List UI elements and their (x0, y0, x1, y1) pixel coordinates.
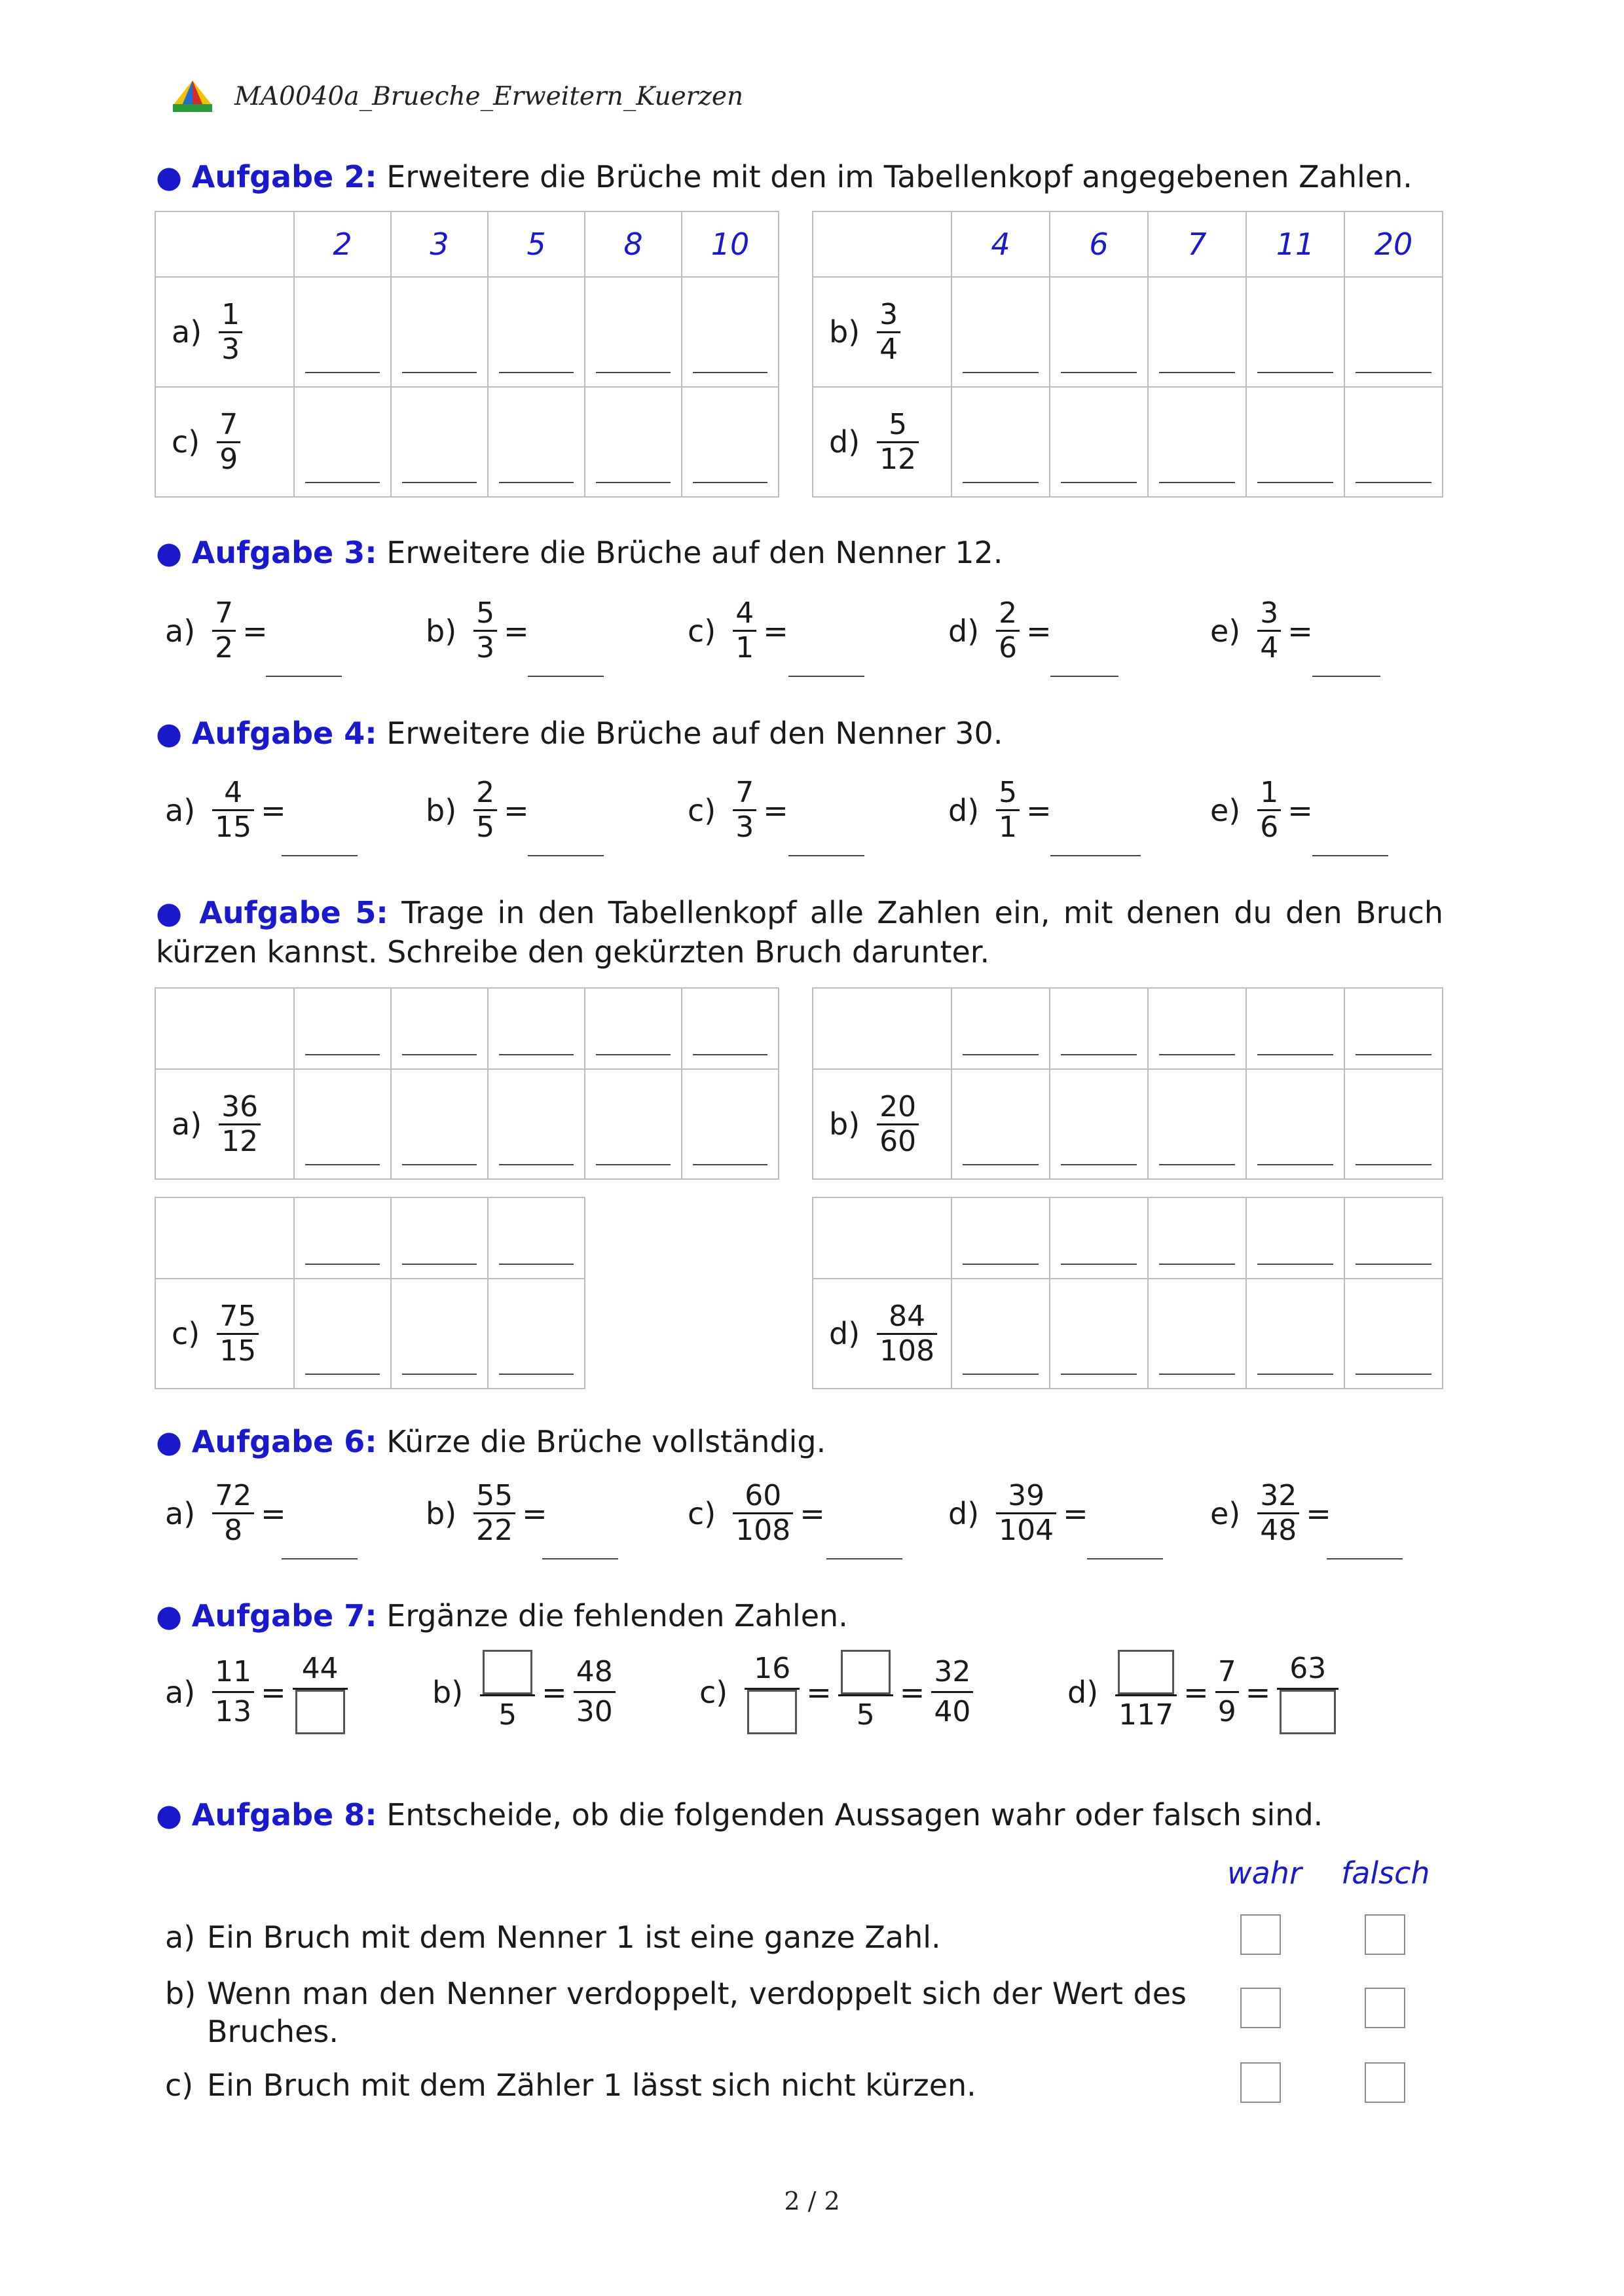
task7-c-input-numerator[interactable] (841, 1650, 891, 1694)
task6-item-a: a) $\frac{72}{8}$ = (165, 1479, 286, 1547)
task7-b-input-numerator[interactable] (483, 1650, 532, 1694)
task2-label: Aufgabe 2: (191, 159, 377, 194)
task2-table-right: 4 6 7 11 20 b) $\frac{3}{4}$ d) $\frac{5}{12}$ (812, 211, 1443, 498)
task5-table-a: a) $\frac{36}{12}$ (155, 987, 779, 1180)
task5-heading: ● Aufgabe 5: Trage in den Tabellenkopf alle Zahlen ein, mit denen du den Bruch kürzen kannst. Schreibe den gekürzten Bruch darunter. (156, 895, 1444, 970)
task7-d-input-numerator[interactable] (1118, 1650, 1174, 1694)
task6-answer-b[interactable] (542, 1558, 618, 1559)
task3-answer-e[interactable] (1312, 676, 1380, 677)
task4-item-c: c) $\frac{7}{3}$ = (688, 776, 788, 844)
task4-item-e: e) $\frac{1}{6}$ = (1210, 776, 1313, 844)
task4-answer-e[interactable] (1312, 855, 1388, 856)
task3-answer-a[interactable] (266, 676, 342, 677)
task6-answer-a[interactable] (282, 1558, 358, 1559)
task4-answer-c[interactable] (788, 855, 864, 856)
task4-answer-a[interactable] (282, 855, 358, 856)
task6-heading: ● Aufgabe 6: Kürze die Brüche vollständig. (156, 1424, 826, 1459)
task5-table-d: d) $\frac{84}{108}$ (812, 1197, 1443, 1389)
task2-heading: ● Aufgabe 2: Erweitere die Brüche mit den im Tabellenkopf angegebenen Zahlen. (156, 159, 1412, 194)
task3-item-d: d) $\frac{2}{6}$ = (948, 596, 1052, 665)
page-number: 2 / 2 (784, 2187, 840, 2215)
task2-instruction: Erweitere die Brüche mit den im Tabellenkopf angegebenen Zahlen. (386, 159, 1412, 194)
checkbox-a-wahr[interactable] (1240, 1914, 1281, 1955)
task3-heading: ● Aufgabe 3: Erweitere die Brüche auf den Nenner 12. (156, 535, 1003, 570)
task3-item-b: b) $\frac{5}{3}$ = (426, 596, 529, 665)
task3-answer-d[interactable] (1050, 676, 1118, 677)
task7-item-b: b) 5 = $\frac{48}{30}$ (432, 1650, 616, 1734)
task7-item-d: d) 117 = $\frac{7}{9}$ = 63 (1067, 1650, 1338, 1734)
statement-b: b) Wenn man den Nenner verdoppelt, verdoppelt sich der Wert des Bruches. (165, 1976, 1187, 2049)
task6-item-c: c) $\frac{60}{108}$ = (688, 1479, 825, 1547)
task3-answer-c[interactable] (788, 676, 864, 677)
task6-item-d: d) $\frac{39}{104}$ = (948, 1479, 1088, 1547)
task7-item-a: a) $\frac{11}{13}$ = 44 (165, 1650, 348, 1734)
task3-item-a: a) $\frac{7}{2}$ = (165, 596, 268, 665)
checkbox-a-falsch[interactable] (1365, 1914, 1405, 1955)
column-header-wahr: wahr (1227, 1855, 1302, 1891)
statement-c: c) Ein Bruch mit dem Zähler 1 lässt sich nicht kürzen. (165, 2068, 976, 2103)
task3-item-e: e) $\frac{3}{4}$ = (1210, 596, 1313, 665)
task4-heading: ● Aufgabe 4: Erweitere die Brüche auf den Nenner 30. (156, 716, 1003, 751)
task6-answer-e[interactable] (1327, 1558, 1403, 1559)
task6-answer-d[interactable] (1087, 1558, 1163, 1559)
statement-a: a) Ein Bruch mit dem Nenner 1 ist eine ganze Zahl. (165, 1920, 941, 1955)
checkbox-b-falsch[interactable] (1365, 1988, 1405, 2028)
checkbox-c-falsch[interactable] (1365, 2062, 1405, 2103)
task5-table-c: c) $\frac{75}{15}$ (155, 1197, 585, 1389)
task4-answer-d[interactable] (1050, 855, 1141, 856)
task4-item-d: d) $\frac{5}{1}$ = (948, 776, 1052, 844)
task6-answer-c[interactable] (826, 1558, 902, 1559)
task8-heading: ● Aufgabe 8: Entscheide, ob die folgenden Aussagen wahr oder falsch sind. (156, 1797, 1323, 1832)
task7-heading: ● Aufgabe 7: Ergänze die fehlenden Zahlen. (156, 1598, 848, 1633)
task7-item-c: c) 16 = 5 = $\frac{32}{40}$ (699, 1650, 973, 1734)
task6-item-b: b) $\frac{55}{22}$ = (426, 1479, 547, 1547)
task6-item-e: e) $\frac{32}{48}$ = (1210, 1479, 1331, 1547)
task3-answer-b[interactable] (528, 676, 604, 677)
lernwerk-logo-icon (169, 79, 216, 113)
checkbox-c-wahr[interactable] (1240, 2062, 1281, 2103)
task3-item-c: c) $\frac{4}{1}$ = (688, 596, 788, 665)
column-header-falsch: falsch (1341, 1855, 1430, 1891)
task7-a-input-denominator[interactable] (295, 1690, 345, 1734)
task2-table-left: 2 3 5 8 10 a) $\frac{1}{3}$ c) $\frac{7}{9}$ (155, 211, 779, 498)
page-header (169, 73, 743, 119)
task7-d-input-denominator[interactable] (1280, 1690, 1336, 1734)
checkbox-b-wahr[interactable] (1240, 1988, 1281, 2028)
task4-answer-b[interactable] (528, 855, 604, 856)
task4-item-b: b) $\frac{2}{5}$ = (426, 776, 529, 844)
document-title: MA0040a_Brueche_Erweitern_Kuerzen (234, 81, 744, 111)
task4-item-a: a) $\frac{4}{15}$ = (165, 776, 286, 844)
task7-c-input-denominator[interactable] (747, 1690, 797, 1734)
task5-table-b: b) $\frac{20}{60}$ (812, 987, 1443, 1180)
